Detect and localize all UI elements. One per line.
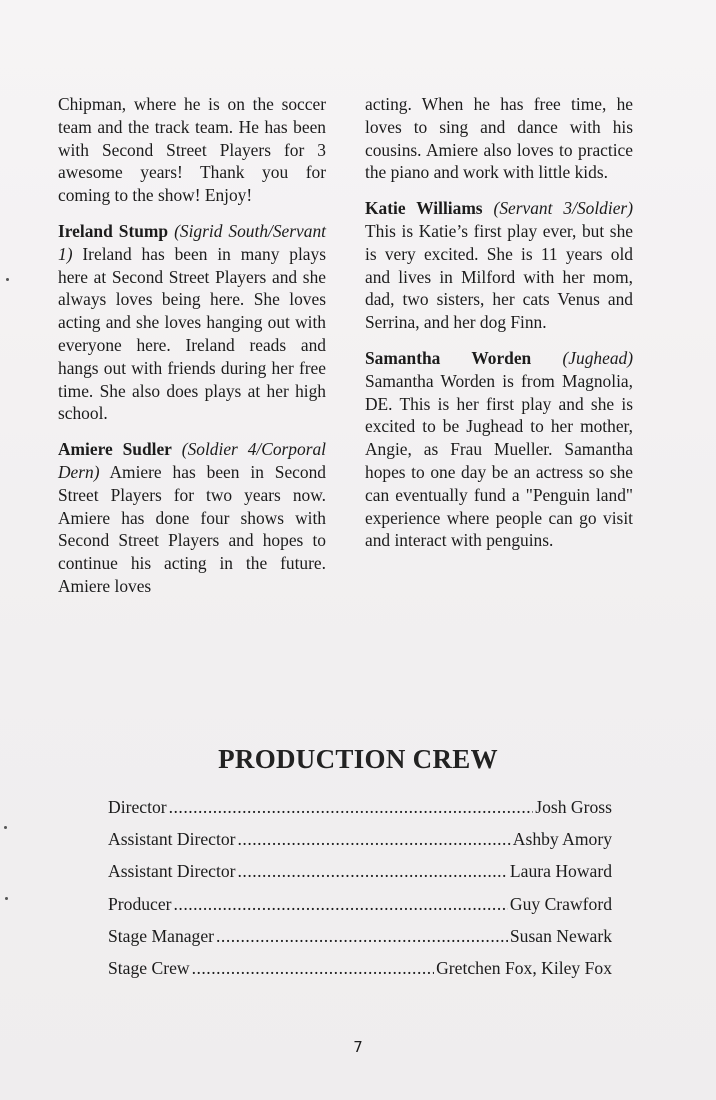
- scan-speck: [5, 897, 8, 900]
- bio-column-left: [58, 93, 326, 611]
- crew-role: Assistant Director: [108, 861, 236, 882]
- crew-name: Josh Gross: [535, 797, 612, 817]
- crew-name: Ashby Amory: [512, 829, 612, 850]
- crew-name: Susan Newark: [509, 925, 612, 946]
- scan-speck: [6, 278, 9, 281]
- crew-name: Laura Howard: [509, 861, 612, 882]
- crew-list: [108, 797, 612, 990]
- crew-row: [108, 829, 612, 861]
- bio-text: This is Katie’s first play ever, but she is very excited. She is 11 years old and lives in Milford with her mom, dad, two sisters, her cats Venus and Serrina, and her dog Finn.: [365, 220, 633, 333]
- bio-text: Ireland has been in many plays here at Second Street Players and she always loves being here. She loves acting and she loves hanging out with everyone here. Ireland reads and hangs out with friends during her free time. She also does plays at her high school.: [58, 243, 326, 424]
- dot-leader: [238, 861, 508, 882]
- cast-name: Amiere Sudler: [58, 439, 172, 460]
- dot-leader: [216, 926, 508, 947]
- dot-leader: [192, 958, 434, 979]
- crew-role: Assistant Director: [108, 829, 236, 850]
- crew-row: [108, 958, 612, 990]
- bio-continuation: acting. When he has free time, he loves to sing and dance with his cousins. Amiere also loves to practice the piano and work with little kids.: [365, 94, 633, 183]
- crew-name: Guy Crawford: [509, 893, 612, 914]
- bio-samantha-worden: [365, 347, 633, 552]
- page-number: 7: [353, 1038, 363, 1056]
- cast-role: (Servant 3/Soldier): [493, 198, 633, 219]
- dot-leader: [169, 797, 534, 818]
- crew-row: [108, 926, 612, 958]
- cast-name: Katie Williams: [365, 198, 483, 219]
- crew-name: Gretchen Fox, Kiley Fox: [436, 957, 612, 978]
- scan-speck: [4, 826, 7, 829]
- crew-role: Producer: [108, 893, 172, 914]
- bio-text: Samantha Worden is from Magnolia, DE. This is her first play and she is excited to be Jughead to her mother, Angie, as Frau Mueller. Samantha hopes to one day be an actress so she can eventually fund a "Penguin land" experience where people can go visit and interact with penguins.: [365, 370, 633, 551]
- cast-name: Ireland Stump: [58, 220, 169, 241]
- crew-role: Stage Crew: [108, 957, 190, 978]
- crew-row: [108, 797, 612, 829]
- bio-ireland-stump: [58, 220, 326, 425]
- cast-role: (Jughead): [562, 347, 633, 368]
- bio-text: Amiere has been in Second Street Players for two years now. Amiere has done four shows with Second Street Players and hopes to continue his acting in the future. Amiere loves: [58, 461, 326, 596]
- crew-role: Director: [108, 797, 167, 817]
- production-crew-heading: PRODUCTION CREW: [218, 744, 498, 774]
- cast-role: (Soldier 4/Corporal Dern): [58, 439, 326, 482]
- crew-row: [108, 894, 612, 926]
- cast-role: (Sigrid South/Servant 1): [58, 220, 326, 264]
- dot-leader: [238, 829, 511, 850]
- crew-role: Stage Manager: [108, 925, 215, 946]
- bio-katie-williams: [365, 197, 633, 334]
- bio-amiere-sudler: [58, 438, 326, 598]
- crew-row: [108, 861, 612, 893]
- bio-continuation: Chipman, where he is on the soccer team and the track team. He has been with Second Street Players for 3 awesome years! Thank you for coming to the show! Enjoy!: [58, 94, 326, 206]
- bio-column-right: [365, 93, 633, 565]
- cast-name: Samantha Worden: [365, 347, 532, 368]
- dot-leader: [174, 894, 508, 915]
